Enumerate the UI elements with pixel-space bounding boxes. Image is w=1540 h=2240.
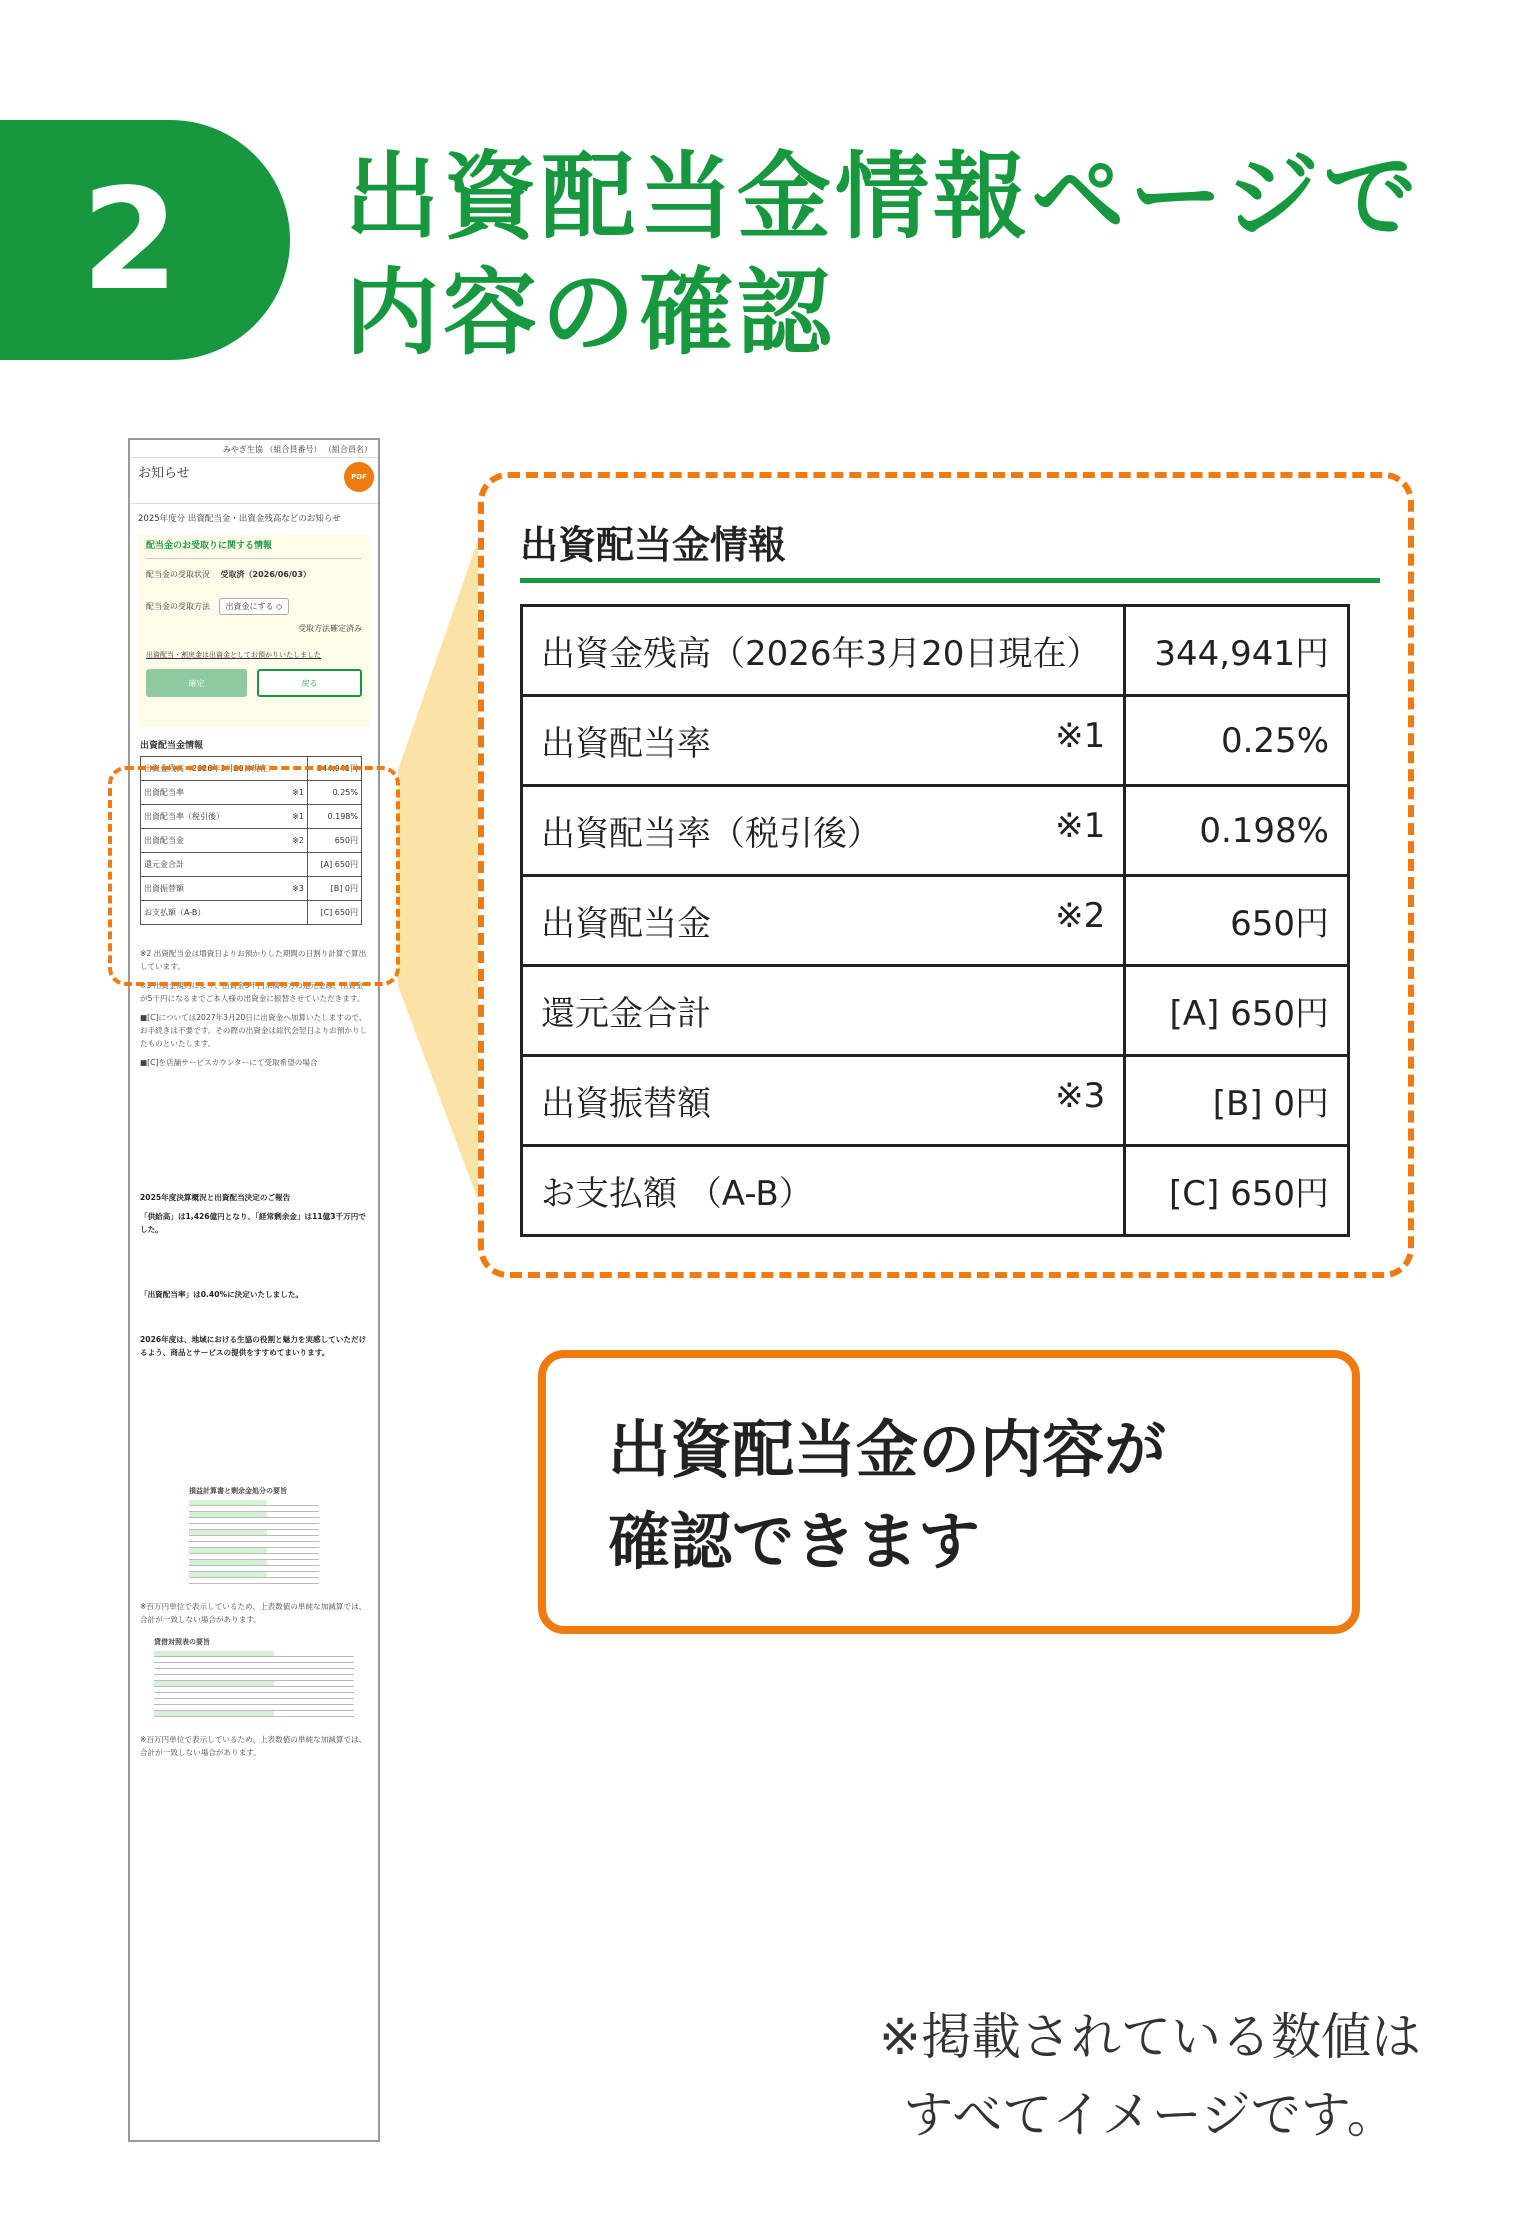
- row-value: [B] 0円: [308, 877, 362, 901]
- summary-title: 損益計算書と剰余金処分の要旨: [189, 1487, 287, 1495]
- receipt-link[interactable]: 出資配当・割戻金は出資金としてお預かりいたしました: [146, 651, 321, 659]
- row-label-text: 出資配当金: [541, 904, 711, 944]
- row-note: ※2: [1055, 896, 1106, 936]
- phone-table-highlight: [108, 766, 400, 986]
- status-label: 配当金の受取状況: [146, 570, 210, 579]
- headline-line2: 内容の確認: [345, 259, 836, 368]
- receipt-section-title: 配当金のお受取りに関する情報: [146, 541, 362, 559]
- receipt-method-row: [146, 598, 362, 615]
- row-label: [522, 1146, 1125, 1236]
- row-value: 344,941円: [1125, 606, 1349, 696]
- callout-divider: [520, 578, 1380, 583]
- row-note: ※3: [1055, 1076, 1106, 1116]
- row-label-text: 出資振替額: [144, 884, 184, 893]
- method-label: 配当金の受取方法: [146, 602, 210, 611]
- note-spacer: [140, 1242, 368, 1282]
- balance-sheet-summary: [154, 1636, 354, 1717]
- row-label-text: 出資配当率（税引後）: [144, 812, 224, 821]
- back-button[interactable]: 戻る: [257, 669, 362, 697]
- row-note: ※3: [292, 884, 304, 893]
- notice-title: お知らせ: [138, 466, 190, 481]
- receipt-status-row: [146, 569, 362, 580]
- row-label-text: 出資振替額: [541, 1084, 711, 1124]
- row-label-text: 還元金合計: [144, 860, 184, 869]
- row-label: [522, 606, 1125, 696]
- receipt-section: [138, 535, 370, 727]
- note-text: 「出資配当率」は0.40%に決定いたしました。: [140, 1290, 304, 1299]
- row-value: [C] 650円: [1125, 1146, 1349, 1236]
- footnote: ※百万円単位で表示しているため、上表数値の単純な加減算では、合計が一致しない場合があります。: [140, 1735, 367, 1757]
- note-text: ※3 出資金規約により、出資金5千円未満の方の還元金は、出資金が5千円になるまでご本人様の出資金に振替させていただきます。: [140, 981, 365, 1003]
- row-label: [522, 696, 1125, 786]
- note-text: ※2 出資配当金は増資日よりお預かりした期間の日割り計算で算出しています。: [140, 949, 367, 971]
- callout-title: 出資配当金情報: [520, 523, 787, 567]
- note-spacer: [140, 1307, 368, 1327]
- row-label-text: 出資金残高（2026年3月20日現在）: [541, 634, 1101, 674]
- table-row: [522, 966, 1349, 1056]
- row-label-text: 出資配当率: [541, 724, 711, 764]
- row-label: [522, 876, 1125, 966]
- step-number: 2: [81, 158, 179, 322]
- row-label-text: 出資配当率（税引後）: [541, 814, 881, 854]
- row-value: [A] 650円: [1125, 966, 1349, 1056]
- note-text: 「供給高」は1,426億円となり、「経常剰余金」は11億3千万円でした。: [140, 1212, 366, 1234]
- headline-line1: 出資配当金情報ページで: [345, 143, 1422, 252]
- row-note: ※1: [1055, 806, 1106, 846]
- disclaimer-line1: ※掲載されている数値は: [879, 2008, 1421, 2066]
- row-value: [B] 0円: [1125, 1056, 1349, 1146]
- step-number-badge: [0, 120, 290, 360]
- pdf-download-icon[interactable]: [344, 462, 374, 492]
- message-line1: 出資配当金の内容が: [608, 1413, 1167, 1486]
- row-value: 0.198%: [1125, 786, 1349, 876]
- table-row: [522, 786, 1349, 876]
- row-label: [522, 1056, 1125, 1146]
- notice-subtitle: 2025年度分 出資配当金・出資金残高などのお知らせ: [138, 514, 341, 524]
- summary-title: 貸借対照表の要旨: [154, 1638, 210, 1646]
- phone-screenshot: [128, 438, 380, 2142]
- disclaimer: [820, 1998, 1480, 2154]
- method-fixed: 受取方法確定済み: [298, 624, 362, 633]
- page-headline: [345, 140, 1421, 372]
- method-select[interactable]: 出資金にする ◇: [219, 598, 290, 615]
- row-label-text: 出資金残高（2026年3月20日現在）: [144, 764, 276, 773]
- income-statement-summary: [189, 1485, 319, 1584]
- row-value: 0.25%: [1125, 696, 1349, 786]
- row-value: 0.25%: [308, 781, 362, 805]
- row-value: [C] 650円: [308, 901, 362, 925]
- row-label: [522, 966, 1125, 1056]
- notice-header: [130, 458, 378, 504]
- row-label-text: 出資配当率: [144, 788, 184, 797]
- confirm-button[interactable]: 確定: [146, 669, 247, 697]
- row-note: ※2: [292, 836, 304, 845]
- table-row: [522, 696, 1349, 786]
- phone-notes: [130, 925, 378, 1759]
- row-value: 344,941円: [308, 757, 362, 781]
- row-note: ※1: [1055, 716, 1106, 756]
- note-spacer: [140, 1365, 368, 1475]
- pdf-label: PDF: [351, 472, 367, 481]
- phone-header: みやぎ生協 （組合員番号） （組合員名）: [130, 440, 378, 458]
- table-row: [522, 1056, 1349, 1146]
- disclaimer-line2: すべてイメージです。: [903, 2086, 1397, 2144]
- status-value: 受取済（2026/06/03）: [220, 570, 311, 579]
- row-note: ※1: [292, 788, 304, 797]
- message-line2: 確認できます: [608, 1505, 981, 1578]
- row-label: [522, 786, 1125, 876]
- dividend-section-title: 出資配当金情報: [140, 741, 204, 751]
- row-value: 650円: [308, 829, 362, 853]
- row-value: 650円: [1125, 876, 1349, 966]
- table-row: [522, 1146, 1349, 1236]
- row-label-text: 還元金合計: [541, 994, 711, 1034]
- row-label-text: お支払額 （A-B）: [541, 1174, 813, 1214]
- row-value: 0.198%: [308, 805, 362, 829]
- table-row: [522, 606, 1349, 696]
- row-label-text: お支払額（A-B）: [144, 908, 206, 917]
- row-note: ※1: [292, 812, 304, 821]
- note-text: 2026年度は、地域における生協の役割と魅力を実感していただけるよう、商品とサービスの提供をすすめてまいります。: [140, 1335, 367, 1357]
- row-value: [A] 650円: [308, 853, 362, 877]
- message-box: [538, 1350, 1360, 1634]
- note-text: ■[C]については2027年3月20日に出資金へ加算いたしますので、お手続きは不要です。その際の出資金は総代会翌日よりお預かりしたものといたします。: [140, 1013, 368, 1048]
- row-label-text: 出資配当金: [144, 836, 184, 845]
- note-text: ■[C]を店舗サービスカウンターにて受取希望の場合: [140, 1058, 318, 1067]
- footnote: ※百万円単位で表示しているため、上表数値の単純な加減算では、合計が一致しない場合があります。: [140, 1602, 367, 1624]
- note-spacer: [140, 1075, 368, 1185]
- dividend-info-callout: [478, 472, 1414, 1278]
- dividend-table: [520, 604, 1350, 1237]
- note-heading: 2025年度決算概況と出資配当決定のご報告: [140, 1193, 291, 1202]
- table-row: [522, 876, 1349, 966]
